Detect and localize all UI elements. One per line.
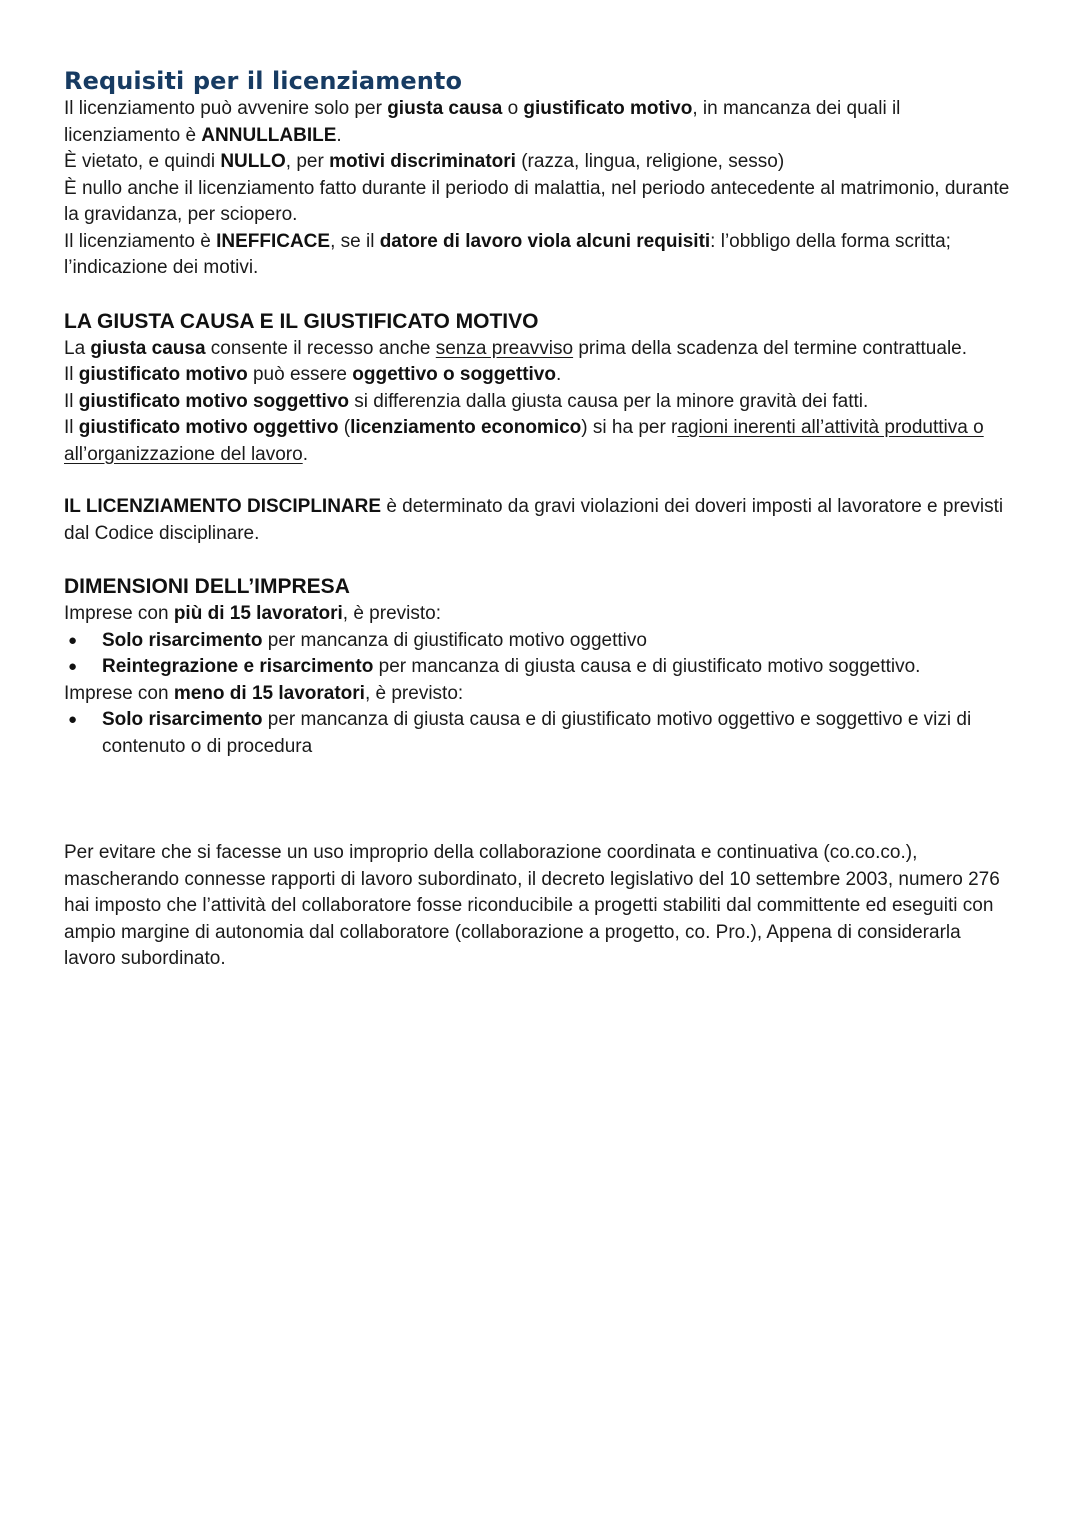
spacer <box>64 760 1014 840</box>
paragraph-giustificato-motivo: Il giustificato motivo può essere oggettivo o soggettivo. <box>64 364 562 385</box>
spacer <box>64 468 1014 494</box>
paragraph-licenziamento-disciplinare: IL LICENZIAMENTO DISCIPLINARE è determinato da gravi violazioni dei doveri imposti al lavoratore e previsti dal Codice disciplinare. <box>64 496 1004 544</box>
section-title-dimensioni: DIMENSIONI DELL’IMPRESA <box>64 575 350 598</box>
list-item: ● Solo risarcimento per mancanza di giusta causa e di giustificato motivo oggettivo e soggettivo e vizi di contenuto o di procedura <box>64 707 1014 760</box>
paragraph-nullo-malattia: È nullo anche il licenziamento fatto durante il periodo di malattia, nel periodo antecedente al matrimonio, durante la gravidanza, per sciopero. <box>64 177 1010 225</box>
section-title-requisiti: Requisiti per il licenziamento <box>64 67 463 95</box>
paragraph-co-co-co: Per evitare che si facesse un uso improprio della collaborazione coordinata e continuativa (co.co.co.), mascherando connesse rapporti di lavoro subordinato, il decreto legislativo del 10 settembre 2003, numero 276 hai imposto che l’attività del collaboratore fosse riconducibile a progetti stabiliti dal committente ed eseguiti con ampio margine di autonomia dal collaboratore (collaborazione a progetto, co. Pro.), Appena di considerarla lavoro subordinato. <box>64 842 1000 969</box>
paragraph-inefficace: Il licenziamento è INEFFICACE, se il datore di lavoro viola alcuni requisiti: l’obbligo della forma scritta; l’indicazione dei motivi. <box>64 230 951 278</box>
bullet-list-meno-15 <box>64 707 1014 760</box>
paragraph-giusta-causa: La giusta causa consente il recesso anche senza preavviso prima della scadenza del termine contrattuale. <box>64 337 968 359</box>
paragraph-licenziamento-causa: Il licenziamento può avvenire solo per giusta causa o giustificato motivo, in mancanza dei quali il licenziamento è ANNULLABILE. <box>64 98 901 146</box>
paragraph-nullo: È vietato, e quindi NULLO, per motivi discriminatori (razza, lingua, religione, sesso) <box>64 151 785 172</box>
document-body <box>64 66 1014 973</box>
paragraph-motivo-oggettivo: Il giustificato motivo oggettivo (licenziamento economico) si ha per ragioni inerenti all’attività produttiva o all’organizzazione del lavoro. <box>64 417 984 465</box>
section-title-giusta-causa: LA GIUSTA CAUSA E IL GIUSTIFICATO MOTIVO <box>64 309 539 333</box>
list-item: ● Solo risarcimento per mancanza di giustificato motivo oggettivo <box>64 628 1014 655</box>
paragraph-motivo-soggettivo: Il giustificato motivo soggettivo si differenzia dalla giusta causa per la minore gravità dei fatti. <box>64 390 869 412</box>
paragraph-imprese-meno-15: Imprese con meno di 15 lavoratori, è previsto: <box>64 682 464 704</box>
paragraph-imprese-piu-15: Imprese con più di 15 lavoratori, è previsto: <box>64 603 441 624</box>
bullet-list-piu-15 <box>64 628 1014 681</box>
spacer <box>64 547 1014 573</box>
list-item: ● Reintegrazione e risarcimento per mancanza di giusta causa e di giustificato motivo soggettivo. <box>64 654 1014 681</box>
spacer <box>64 282 1014 308</box>
